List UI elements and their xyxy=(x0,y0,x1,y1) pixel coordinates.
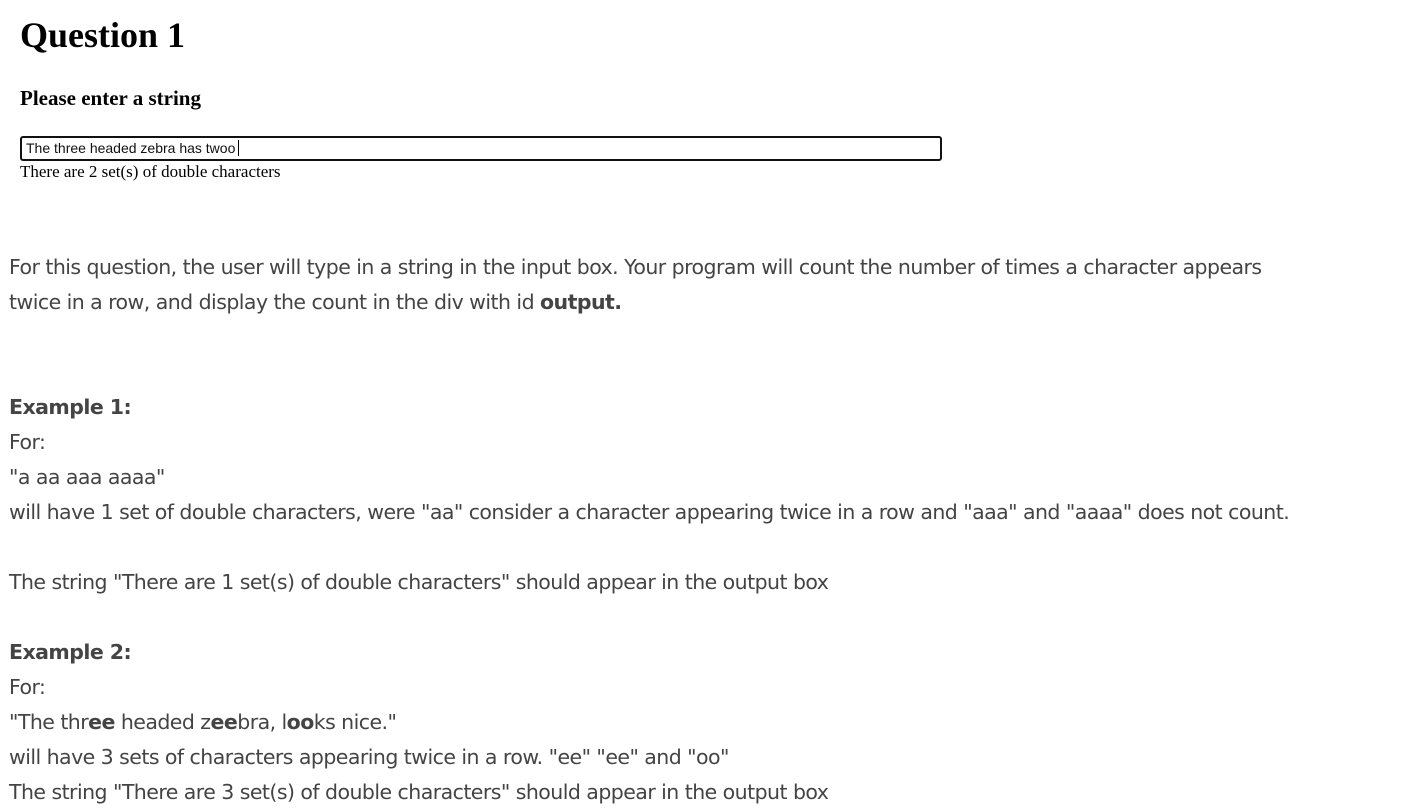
question-title: Question 1 xyxy=(20,15,186,55)
example1-expected: The string "There are 1 set(s) of double characters" should appear in the output box xyxy=(9,570,829,594)
example2-heading: Example 2: xyxy=(9,640,132,664)
example1-for-label: For: xyxy=(9,430,46,454)
question-description xyxy=(9,250,1419,810)
example2-for-label: For: xyxy=(9,675,46,699)
input-prompt: Please enter a string xyxy=(20,86,201,110)
output-div: There are 2 set(s) of double characters xyxy=(20,162,281,181)
example1-explanation: will have 1 set of double characters, were "aa" consider a character appearing twice in a row and "aaa" and "aaaa" does not count. xyxy=(9,500,1290,524)
instruction-line-2: twice in a row, and display the count in the div with id output. xyxy=(9,290,622,314)
string-input[interactable] xyxy=(20,136,942,161)
example1-input: "a aa aaa aaaa" xyxy=(9,465,165,489)
output-id-bold: output. xyxy=(540,290,622,314)
example1-heading: Example 1: xyxy=(9,395,132,419)
example2-expected: The string "There are 3 set(s) of double characters" should appear in the output box xyxy=(9,780,829,804)
example2-input: "The three headed zeebra, looks nice." xyxy=(9,710,397,734)
example2-explanation: will have 3 sets of characters appearing twice in a row. "ee" "ee" and "oo" xyxy=(9,745,729,769)
input-value: The three headed zebra has twoo xyxy=(26,140,236,156)
text-caret xyxy=(238,140,239,156)
instruction-line-1: For this question, the user will type in a string in the input box. Your program will count the number of times a character appears xyxy=(9,255,1262,279)
